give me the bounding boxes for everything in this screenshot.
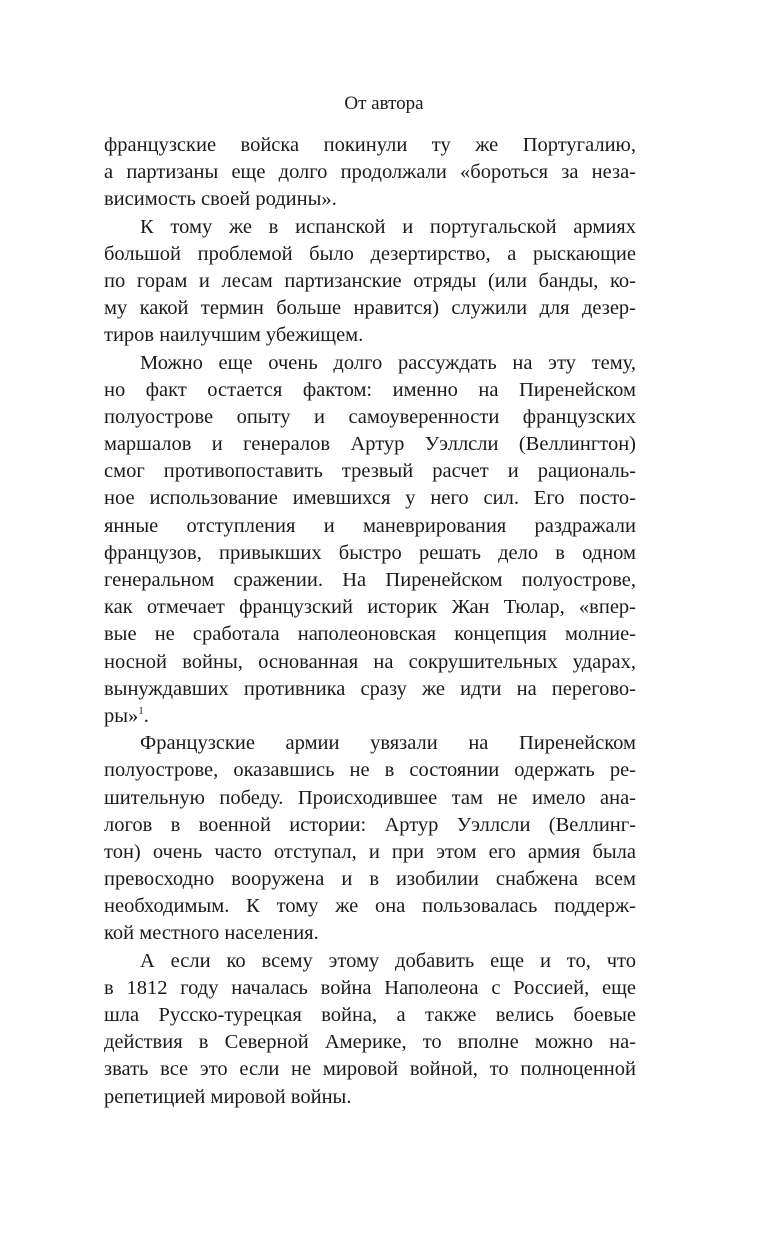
paragraph xyxy=(104,132,636,214)
text-line: полуострове опыту и самоуверенности французских xyxy=(104,405,636,428)
text-fragment: ры» xyxy=(104,704,139,727)
text-line: висимость своей родины». xyxy=(104,188,337,211)
text-line: шла Русско-турецкая война, а также велись боевые xyxy=(104,1004,636,1026)
text-line: в 1812 году началась война Наполеона с Россией, еще xyxy=(104,976,636,999)
running-title: От автора xyxy=(344,93,424,114)
text-line: К тому же в испанской и португальской армиях xyxy=(140,215,636,238)
text-line: большой проблемой было дезертирство, а рыскающие xyxy=(104,242,636,265)
text-line: вые не сработала наполеоновская концепция молние- xyxy=(104,623,636,646)
text-line: смог противопоставить трезвый расчет и рациональ- xyxy=(104,460,636,483)
paragraph xyxy=(104,730,636,948)
paragraph xyxy=(104,948,636,1111)
footnote-reference[interactable]: 1 xyxy=(138,705,144,718)
text-line: французские войска покинули ту же Португалию, xyxy=(104,134,636,156)
text-line: шительную победу. Происходившее там не имело ана- xyxy=(104,786,636,809)
body-text xyxy=(104,132,636,1111)
text-line: репетицией мировой войны. xyxy=(104,1085,352,1108)
text-line: Можно еще очень долго рассуждать на эту тему, xyxy=(140,351,636,374)
text-line: логов в военной истории: Артур Уэллсли (Веллинг- xyxy=(104,813,636,836)
text-line: ное использование имевшихся у него сил. Его посто- xyxy=(104,487,636,510)
text-line: звать все это если не мировой войной, то полноценной xyxy=(104,1058,636,1081)
text-line: янные отступления и маневрирования раздражали xyxy=(104,514,636,537)
text-line: как отмечает французский историк Жан Тюлар, «впер- xyxy=(104,596,636,619)
text-line: носной войны, основанная на сокрушительных ударах, xyxy=(104,650,636,673)
text-line: кой местного населения. xyxy=(104,922,319,945)
text-line: действия в Северной Америке, то вполне можно на- xyxy=(104,1031,636,1054)
text-line: а партизаны еще долго продолжали «бороться за неза- xyxy=(104,161,636,184)
text-line: превосходно вооружена и в изобилии снабжена всем xyxy=(104,868,636,891)
text-fragment: . xyxy=(143,704,149,727)
text-line: генеральном сражении. На Пиренейском полуострове, xyxy=(104,569,636,591)
text-line: но факт остается фактом: именно на Пиренейском xyxy=(104,378,636,401)
text-line: А если ко всему этому добавить еще и то, что xyxy=(140,949,636,972)
paragraph xyxy=(104,214,636,350)
text-line: по горам и лесам партизанские отряды (или банды, ко- xyxy=(104,269,636,292)
text-line: вынуждавших противника сразу же идти на перегово- xyxy=(104,677,636,700)
text-line: необходимым. К тому же она пользовалась поддерж- xyxy=(104,895,636,918)
text-line: тон) очень часто отступал, и при этом его армия была xyxy=(104,840,636,863)
text-line xyxy=(104,703,636,730)
text-line: французов, привыкших быстро решать дело в одном xyxy=(104,541,636,564)
text-line: тиров наилучшим убежищем. xyxy=(104,324,364,347)
text-line: му какой термин больше нравится) служили для дезер- xyxy=(104,297,636,320)
text-line: Французские армии увязали на Пиренейском xyxy=(140,732,636,755)
paragraph xyxy=(104,350,636,731)
text-line: полуострове, оказавшись не в состоянии одержать ре- xyxy=(104,759,636,782)
text-line: маршалов и генералов Артур Уэллсли (Веллингтон) xyxy=(104,433,636,456)
